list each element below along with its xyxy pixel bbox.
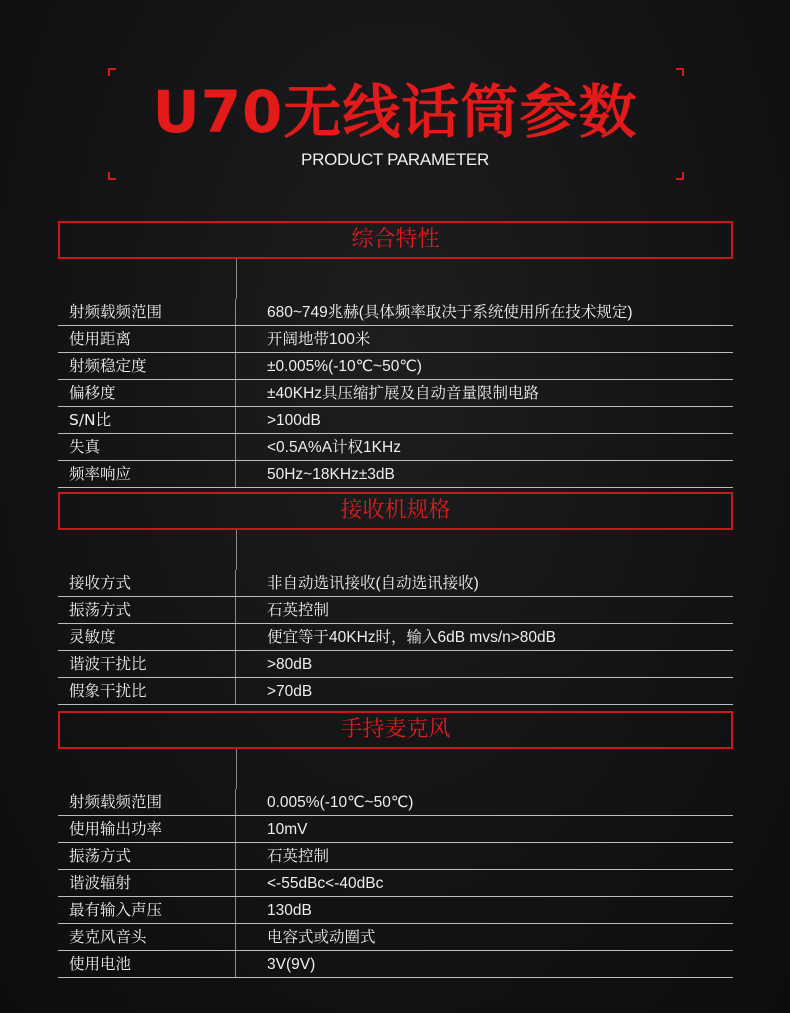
param-label: 使用距离 xyxy=(58,326,236,352)
param-value: 石英控制 xyxy=(267,602,330,619)
table-row xyxy=(58,380,733,407)
table-row xyxy=(58,624,733,651)
table-spacer xyxy=(58,530,733,570)
param-label: 接收方式 xyxy=(58,570,236,596)
param-value: 3V(9V) xyxy=(267,956,316,973)
param-value: 非自动选讯接收(自动选讯接收) xyxy=(267,575,479,592)
table-row xyxy=(58,897,733,924)
section-receiver-specs xyxy=(58,492,733,705)
param-label: 灵敏度 xyxy=(58,624,236,650)
param-label: S/N比 xyxy=(58,407,236,433)
param-value: >100dB xyxy=(267,412,321,429)
param-value: 50Hz~18KHz±3dB xyxy=(267,466,395,483)
title-frame-corner-bottom-right xyxy=(676,172,684,180)
table-row xyxy=(58,461,733,488)
param-label: 谐波干扰比 xyxy=(58,651,236,677)
param-value: 130dB xyxy=(267,902,312,919)
param-label: 使用输出功率 xyxy=(58,816,236,842)
table-row xyxy=(58,678,733,705)
param-label: 频率响应 xyxy=(58,461,236,487)
param-label: 射频载频范围 xyxy=(58,789,236,815)
page-subtitle: PRODUCT PARAMETER xyxy=(301,150,489,169)
param-value: 电容式或动圈式 xyxy=(267,929,376,946)
param-label: 振荡方式 xyxy=(58,843,236,869)
table-row xyxy=(58,951,733,978)
param-value: 10mV xyxy=(267,821,308,838)
table-row xyxy=(58,816,733,843)
table-row xyxy=(58,434,733,461)
param-label: 假象干扰比 xyxy=(58,678,236,704)
param-value: 0.005%(-10℃~50℃) xyxy=(267,794,414,811)
param-label: 谐波辐射 xyxy=(58,870,236,896)
section-title: 综合特性 xyxy=(58,221,733,259)
param-label: 失真 xyxy=(58,434,236,460)
param-label: 最有输入声压 xyxy=(58,897,236,923)
table-row xyxy=(58,597,733,624)
param-value: ±0.005%(-10℃~50℃) xyxy=(267,358,422,375)
param-label: 偏移度 xyxy=(58,380,236,406)
table-row xyxy=(58,326,733,353)
param-value: 石英控制 xyxy=(267,848,330,865)
param-value: 便宜等于40KHz时，输入6dB mvs/n>80dB xyxy=(267,629,556,646)
param-value: 开阔地带100米 xyxy=(267,331,371,348)
table-row xyxy=(58,843,733,870)
column-divider xyxy=(236,530,237,570)
column-divider xyxy=(236,749,237,789)
param-label: 麦克风音头 xyxy=(58,924,236,950)
table-row xyxy=(58,789,733,816)
table-row xyxy=(58,353,733,380)
table-row xyxy=(58,870,733,897)
table-row xyxy=(58,570,733,597)
table-spacer xyxy=(58,259,733,299)
section-title: 接收机规格 xyxy=(58,492,733,530)
page-title: U70无线话筒参数 xyxy=(152,78,638,146)
section-general-characteristics xyxy=(58,221,733,488)
section-title: 手持麦克风 xyxy=(58,711,733,749)
table-row xyxy=(58,924,733,951)
param-value: >80dB xyxy=(267,656,313,673)
table-spacer xyxy=(58,749,733,789)
param-label: 使用电池 xyxy=(58,951,236,977)
table-row xyxy=(58,651,733,678)
param-value: <0.5A%A计权1KHz xyxy=(267,439,401,456)
param-value: <-55dBc<-40dBc xyxy=(267,875,384,892)
table-row xyxy=(58,299,733,326)
param-value: ±40KHz具压缩扩展及自动音量限制电路 xyxy=(267,385,540,402)
column-divider xyxy=(236,259,237,299)
table-row xyxy=(58,407,733,434)
section-handheld-microphone xyxy=(58,711,733,978)
param-label: 射频稳定度 xyxy=(58,353,236,379)
param-label: 振荡方式 xyxy=(58,597,236,623)
param-value: >70dB xyxy=(267,683,313,700)
param-label: 射频载频范围 xyxy=(58,299,236,325)
title-frame-corner-bottom-left xyxy=(108,172,116,180)
param-value: 680~749兆赫(具体频率取决于系统使用所在技术规定) xyxy=(267,304,633,321)
